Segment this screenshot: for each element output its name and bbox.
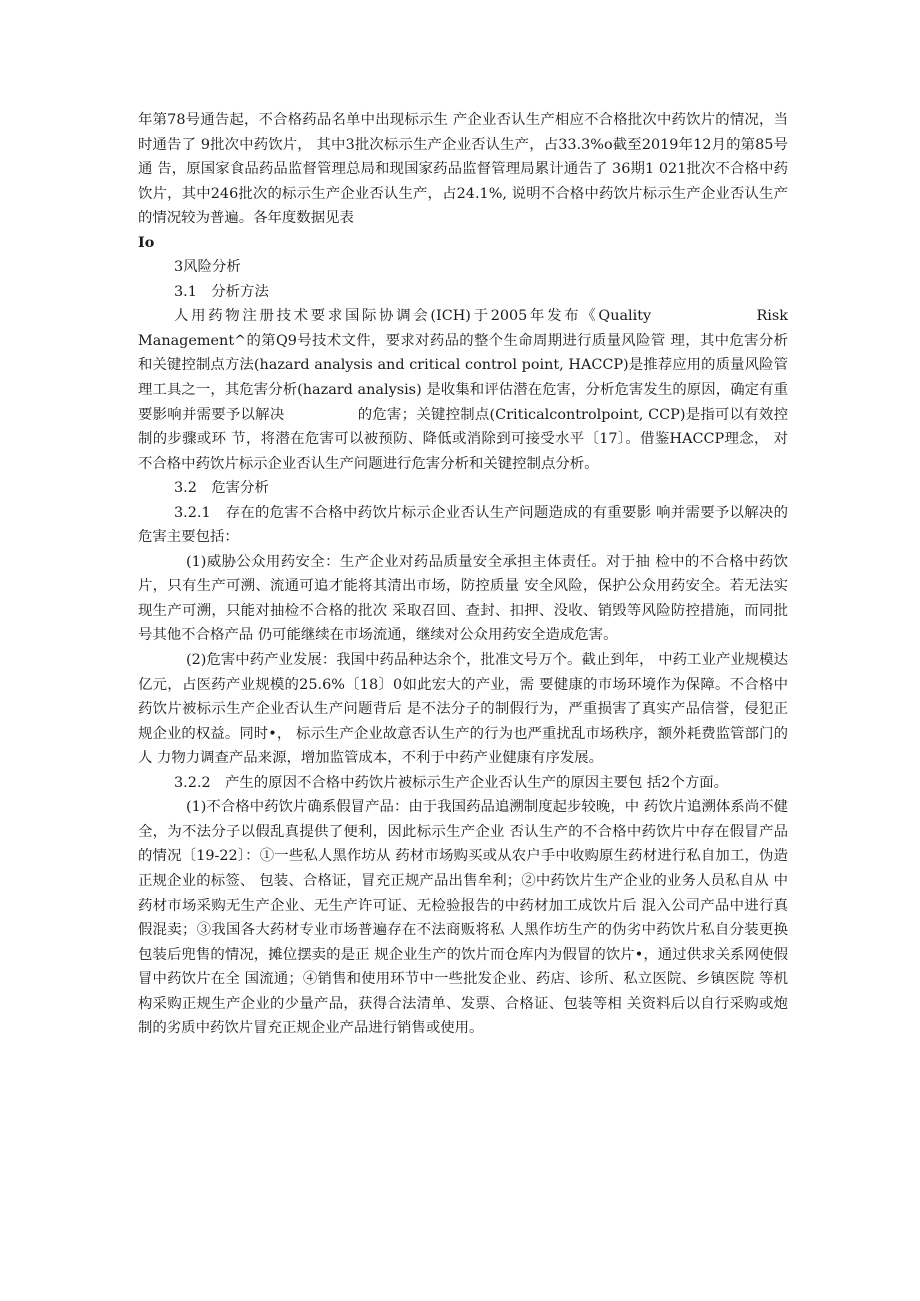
heading-hazard-analysis: 3.2 危害分析	[174, 480, 269, 497]
document-page	[138, 108, 788, 1041]
paragraph-industry-harm: (2)危害中药产业发展：我国中药品种达余个，批准文号万个。截止到年， 中药工业产业规模达亿元，占医药产业规模的25.6%〔18〕0如此宏大的产业，需 要健康的市场环境作为保障。不合格中药饮片被标示生产企业否认生产问题背后 是不法分子的制假行为，严重损害了真实产品信誉，侵犯正规企业的权益。同时•， 标示生产企业故意否认生产的行为也严重扰乱市场秩序，额外耗费监管部门的人 力物力调查产品来源，增加监管成本，不利于中药产业健康有序发展。	[138, 652, 788, 767]
paragraph-causes: 3.2.2 产生的原因不合格中药饮片被标示生产企业否认生产的原因主要包 括2个方面。	[174, 774, 729, 791]
heading-analysis-method: 3.1 分析方法	[174, 283, 269, 300]
paragraph-public-safety: (1)威胁公众用药安全：生产企业对药品质量安全承担主体责任。对于抽 检中的不合格中药饮片，只有生产可溯、流通可追才能将其清出市场，防控质量 安全风险，保护公众用药安全。若无法实现生产可溯，只能对抽检不合格的批次 采取召回、查封、扣押、没收、销毁等风险防控措施，而同批号其他不合格产品 仍可能继续在市场流通，继续对公众用药安全造成危害。	[138, 553, 788, 644]
paragraph-intro: 年第78号通告起，不合格药品名单中出现标示生 产企业否认生产相应不合格批次中药饮片的情况，当时通告了 9批次中药饮片， 其中3批次标示生产企业否认生产，占33.3%o截至2019年12月的第85号通 告，原国家食品药品监督管理总局和现国家药品监督管理局累计通告了 36期1 021批次不合格中药饮片，其中246批次的标示生产企业否认生产，占24.1%, 说明不合格中药饮片标示生产企业否认生产的情况较为普遍。各年度数据见表	[138, 112, 788, 227]
paragraph-haccp: 人用药物注册技术要求国际协调会(ICH)于2005年发布《Quality Risk Management^的第Q9号技术文件，要求对药品的整个生命周期进行质量风险管 理，其中危害分析和关键控制点方法(hazard analysis and critical control point, HACCP)是推荐应用的质量风险管理工具之一，其危害分析(hazard analysis) 是收集和评估潜在危害，分析危害发生的原因，确定有重要影响并需要予以解决 的危害；关键控制点(Criticalcontrolpoint, CCP)是指可以有效控制的步骤或环 节，将潜在危害可以被预防、降低或消除到可接受水平〔17〕。借鉴HACCP理念， 对不合格中药饮片标示企业否认生产问题进行危害分析和关键控制点分析。	[138, 308, 788, 472]
table-reference-tail: Io	[138, 233, 155, 251]
heading-risk-analysis: 3风险分析	[174, 259, 241, 276]
paragraph-counterfeit: (1)不合格中药饮片确系假冒产品：由于我国药品追溯制度起步较晚，中 药饮片追溯体系尚不健全，为不法分子以假乱真提供了便利，因此标示生产企业 否认生产的不合格中药饮片中存在假冒产品的情况〔19-22〕：①一些私人黑作坊从 药材市场购买或从农户手中收购原生药材进行私自加工，伪造正规企业的标签、 包装、合格证，冒充正规产品出售牟利；②中药饮片生产企业的业务人员私自从 中药材市场采购无生产企业、无生产许可证、无检验报告的中药材加工成饮片后 混入公司产品中进行真假混卖；③我国各大药材专业市场普遍存在不法商贩将私 人黑作坊生产的伪劣中药饮片私自分装更换包装后兜售的情况，摊位摆卖的是正 规企业生产的饮片而仓库内为假冒的饮片•，通过供求关系网使假冒中药饮片在全 国流通；④销售和使用环节中一些批发企业、药店、诊所、私立医院、乡镇医院 等机构采购正规生产企业的少量产品，获得合法清单、发票、合格证、包装等相 关资料后以自行采购或炮制的劣质中药饮片冒充正规企业产品进行销售或使用。	[138, 799, 788, 1037]
paragraph-existing-hazards: 3.2.1 存在的危害不合格中药饮片标示企业否认生产问题造成的有重要影 响并需要予以解决的危害主要包括：	[138, 504, 788, 546]
